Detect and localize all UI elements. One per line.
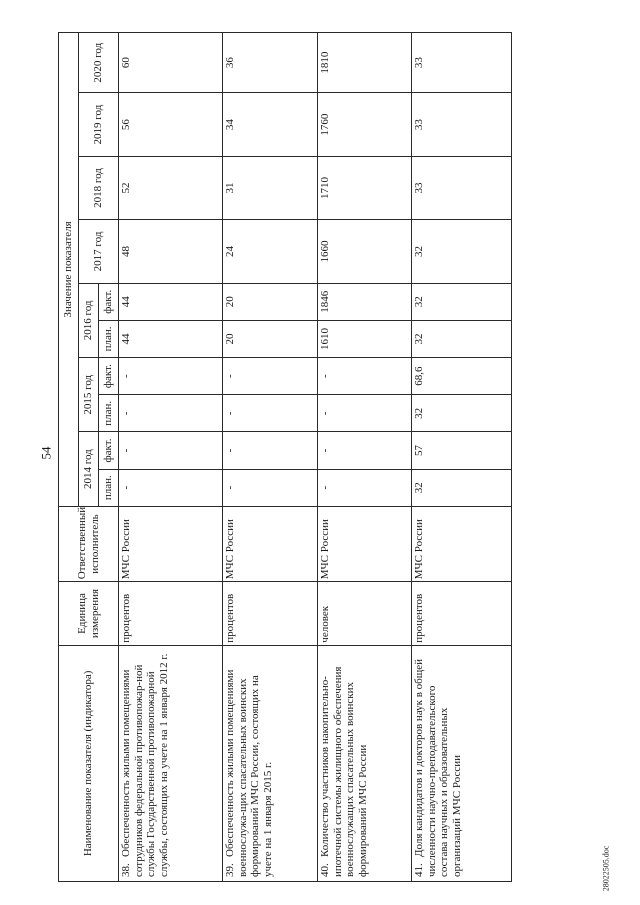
indicator-name: 38.Обеспеченность жилыми помещениями сотрудников федеральной противопожар-ной службы Государственной противопожарной службы, состоящих на учете на 1 января 2012 г. — [119, 645, 223, 881]
col-header-fact: факт. — [99, 358, 119, 395]
col-header-fact: факт. — [99, 432, 119, 469]
value-cell: 44 — [119, 283, 223, 320]
value-cell: 24 — [223, 220, 318, 283]
value-cell: 32 — [412, 283, 512, 320]
col-header-fact: факт. — [99, 283, 119, 320]
value-cell: 34 — [223, 93, 318, 156]
col-header-unit: Единица измерения — [59, 582, 119, 645]
value-cell: 33 — [412, 156, 512, 219]
unit-cell: процентов — [119, 582, 223, 645]
col-header-2015: 2015 год — [79, 358, 99, 432]
value-cell: 36 — [223, 33, 318, 93]
value-cell: 33 — [412, 93, 512, 156]
value-cell: 1760 — [318, 93, 412, 156]
col-header-2020: 2020 год — [79, 33, 119, 93]
value-cell: 32 — [412, 395, 512, 432]
responsible-cell: МЧС России — [119, 506, 223, 581]
table-row — [412, 33, 512, 882]
col-header-plan: план. — [99, 469, 119, 506]
value-cell: 56 — [119, 93, 223, 156]
value-cell: - — [318, 358, 412, 395]
col-header-plan: план. — [99, 395, 119, 432]
responsible-cell: МЧС России — [318, 506, 412, 581]
value-cell: 20 — [223, 320, 318, 357]
indicator-name: 41.Доля кандидатов и докторов наук в общей численности научно-преподавательского состава научных и образовательных организаций МЧС России — [412, 645, 512, 881]
value-cell: 32 — [412, 320, 512, 357]
value-cell: - — [119, 432, 223, 469]
value-cell: - — [223, 395, 318, 432]
unit-cell: человек — [318, 582, 412, 645]
col-header-2016: 2016 год — [79, 283, 99, 357]
value-cell: 1660 — [318, 220, 412, 283]
value-cell: 57 — [412, 432, 512, 469]
value-cell: 1810 — [318, 33, 412, 93]
value-cell: - — [119, 395, 223, 432]
col-header-2014: 2014 год — [79, 432, 99, 506]
value-cell: - — [318, 395, 412, 432]
responsible-cell: МЧС России — [223, 506, 318, 581]
table-row — [119, 33, 223, 882]
col-header-name: Наименование показателя (индикатора) — [59, 645, 119, 881]
document-id: 28022505.doc — [601, 845, 611, 892]
value-cell: 1846 — [318, 283, 412, 320]
value-cell: - — [119, 469, 223, 506]
value-cell: 1610 — [318, 320, 412, 357]
table-header — [59, 33, 119, 882]
page-number: 54 — [38, 446, 54, 460]
value-cell: - — [318, 432, 412, 469]
indicator-name: 40.Количество участников накопительно-ипотечной системы жилищного обеспечения военнослужащих спасательных воинских формирований МЧС России — [318, 645, 412, 881]
col-header-plan: план. — [99, 320, 119, 357]
value-cell: 44 — [119, 320, 223, 357]
table-row — [318, 33, 412, 882]
unit-cell: процентов — [223, 582, 318, 645]
indicator-name: 39.Обеспеченность жилыми помещениями военнослужа-щих спасательных воинских формирований МЧС России, состоящих на учете на 1 января 2015 г. — [223, 645, 318, 881]
table-row — [223, 33, 318, 882]
value-cell: 33 — [412, 33, 512, 93]
table-body — [119, 33, 512, 882]
col-header-responsible: Ответственный исполнитель — [59, 506, 119, 581]
value-cell: 20 — [223, 283, 318, 320]
value-cell: - — [318, 469, 412, 506]
value-cell: - — [223, 469, 318, 506]
responsible-cell: МЧС России — [412, 506, 512, 581]
value-cell: 48 — [119, 220, 223, 283]
unit-cell: процентов — [412, 582, 512, 645]
value-cell: 68,6 — [412, 358, 512, 395]
value-cell: 32 — [412, 220, 512, 283]
col-header-values: Значение показателя — [59, 33, 79, 507]
value-cell: - — [223, 358, 318, 395]
value-cell: - — [119, 358, 223, 395]
value-cell: 32 — [412, 469, 512, 506]
indicators-table — [58, 32, 512, 882]
value-cell: 60 — [119, 33, 223, 93]
col-header-2018: 2018 год — [79, 156, 119, 219]
value-cell: 1710 — [318, 156, 412, 219]
col-header-2019: 2019 год — [79, 93, 119, 156]
value-cell: 31 — [223, 156, 318, 219]
rotated-page-content — [58, 32, 513, 882]
value-cell: 52 — [119, 156, 223, 219]
value-cell: - — [223, 432, 318, 469]
col-header-2017: 2017 год — [79, 220, 119, 283]
